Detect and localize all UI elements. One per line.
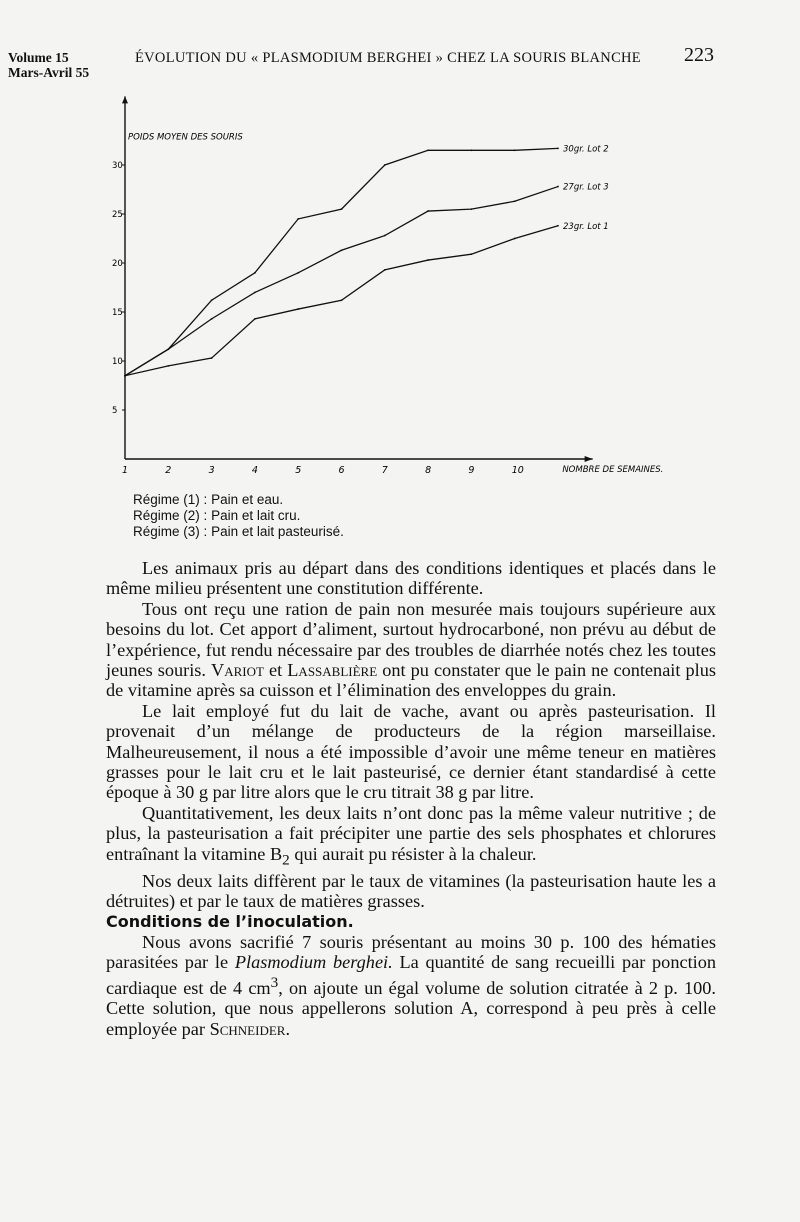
author-schneider: Schneider. — [209, 1018, 291, 1039]
legend-separator: : — [203, 508, 208, 523]
x-tick-label: 10 — [511, 465, 524, 476]
x-tick-label: 4 — [251, 465, 258, 476]
legend-row — [133, 508, 344, 524]
legend-regime-label: Régime (3) — [133, 524, 200, 539]
series-end-label: 23gr. Lot 1 — [563, 221, 609, 232]
paragraph-6-text-b: La quantité de sang recueilli par ponction cardiaque est de 4 cm — [106, 952, 717, 998]
data-point — [254, 318, 256, 320]
data-point — [384, 269, 386, 271]
paragraph-3: Le lait employé fut du lait de vache, avant ou après pasteurisation. Il provenait d’un mélange de producteurs de la région marseillaise. Malheureusement, il nous a été impossible d’avoir une même teneur en matières grasses pour le lait cru et le lait pasteurisé, ce dernier étant standardisé à cette époque à 30 g par litre alors que le cru titrait 38 g par litre. — [106, 700, 716, 803]
y-tick-label: 20 — [112, 259, 123, 269]
data-point — [341, 249, 343, 251]
running-title: ÉVOLUTION DU « PLASMODIUM BERGHEI » CHEZ LA SOURIS BLANCHE — [135, 50, 641, 66]
paragraph-4 — [106, 803, 716, 871]
paragraph-2-text-b: ont pu constater que le pain ne contenait plus de vitamine après sa cuisson et l’élimination des enveloppes du grain. — [106, 660, 716, 701]
data-point — [471, 208, 473, 210]
data-point — [297, 272, 299, 274]
data-point — [514, 200, 516, 202]
weight-chart — [0, 80, 800, 490]
data-point — [167, 365, 169, 367]
volume-info — [8, 50, 89, 80]
paragraph-6-text-a: Nous avons sacrifié 7 souris présentant au moins 30 p. 100 des hématies parasitées par le — [106, 931, 716, 973]
paragraph-2 — [106, 599, 716, 701]
data-point — [427, 210, 429, 212]
series-end-label: 30gr. Lot 2 — [563, 144, 609, 155]
data-point — [557, 186, 559, 188]
data-point — [384, 235, 386, 237]
y-axis-arrow-icon — [122, 96, 128, 103]
page-number: 223 — [684, 44, 714, 66]
data-point — [167, 348, 169, 350]
x-tick-label: 7 — [381, 465, 388, 476]
series-end-label: 27gr. Lot 3 — [563, 182, 609, 193]
y-tick-label: 30 — [112, 161, 123, 171]
data-point — [211, 318, 213, 320]
data-point — [427, 259, 429, 261]
x-tick-label: 3 — [208, 465, 215, 476]
x-tick-label: 8 — [425, 465, 432, 476]
series-line-lot-3 — [125, 187, 558, 376]
data-point — [124, 375, 126, 377]
conjunction: et — [269, 660, 283, 681]
paragraph-1: Les animaux pris au départ dans des conditions identiques et placés dans le même milieu présentent une constitution différente. — [106, 558, 716, 599]
data-point — [211, 299, 213, 301]
y-tick-label: 5 — [112, 406, 118, 416]
data-point — [427, 149, 429, 151]
section-heading: Conditions de l’inoculation. — [106, 911, 354, 931]
data-point — [254, 272, 256, 274]
data-point — [557, 147, 559, 149]
data-point — [471, 253, 473, 255]
legend-separator: : — [203, 492, 208, 507]
legend-regime-text: Pain et lait pasteurisé. — [211, 524, 344, 539]
legend-regime-text: Pain et eau. — [211, 492, 284, 507]
y-tick-label: 15 — [112, 308, 123, 318]
data-point — [211, 357, 213, 359]
paragraph-4-text-b: qui aurait pu résister à la chaleur. — [294, 843, 537, 864]
data-point — [341, 299, 343, 301]
vitamin-subscript: 2 — [282, 851, 290, 869]
paragraph-6-text-c: , on ajoute un égal volume de solution citratée à 2 p. 100. Cette solution, que nous appellerons solution A, correspond à peu près à celle employée par — [106, 977, 716, 1039]
paragraph-6 — [106, 932, 716, 1039]
issue-date: Mars-Avril 55 — [8, 65, 90, 80]
data-point — [384, 164, 386, 166]
volume-number: Volume 15 — [8, 50, 69, 65]
legend-regime-label: Régime (1) — [133, 492, 200, 507]
y-tick-label: 10 — [112, 357, 123, 367]
data-point — [254, 292, 256, 294]
x-axis-arrow-icon — [585, 456, 593, 462]
legend-regime-label: Régime (2) — [133, 508, 200, 523]
y-tick-label: 25 — [112, 210, 123, 220]
x-axis-label: NOMBRE DE SEMAINES. — [562, 465, 664, 475]
x-tick-label: 1 — [122, 465, 129, 476]
data-point — [341, 208, 343, 210]
x-tick-label: 9 — [468, 465, 475, 476]
series-line-lot-2 — [125, 148, 558, 375]
paragraph-2-text-a: Tous ont reçu une ration de pain non mesurée mais toujours supérieure aux besoins du lot. Cet apport d’aliment, surtout hydrocarboné, non prévu au début de l’expérience, fut rendu nécessaire par des troubles de diarrhée notés chez les toutes jeunes souris. — [106, 598, 716, 681]
data-point — [514, 149, 516, 151]
paragraph-4-text-a: Quantitativement, les deux laits n’ont donc pas la même valeur nutritive ; de plus, la pasteurisation a fait précipiter une partie des sels phosphates et chlorures entraînant la vitamine B — [106, 802, 716, 864]
legend-separator: : — [203, 524, 208, 539]
data-point — [514, 238, 516, 240]
data-point — [471, 149, 473, 151]
cubic-superscript: 3 — [270, 973, 279, 991]
legend-regime-text: Pain et lait cru. — [211, 508, 301, 523]
species-name: Plasmodium berghei. — [234, 952, 393, 973]
data-point — [297, 218, 299, 220]
author-variot: Variot — [211, 660, 264, 681]
legend-row — [133, 492, 344, 508]
article-body — [106, 558, 716, 1039]
author-lassabliere: Lassablière — [287, 660, 378, 681]
y-axis-label: POIDS MOYEN DES SOURIS — [128, 132, 243, 143]
legend-row — [133, 524, 344, 540]
data-point — [297, 308, 299, 310]
paragraph-5: Nos deux laits diffèrent par le taux de vitamines (la pasteurisation haute les a détruites) et par le taux de matières grasses. — [106, 870, 716, 912]
x-tick-label: 5 — [295, 465, 302, 476]
data-point — [557, 225, 559, 227]
x-tick-label: 6 — [338, 465, 345, 476]
x-tick-label: 2 — [165, 465, 172, 476]
chart-legend — [133, 492, 344, 540]
